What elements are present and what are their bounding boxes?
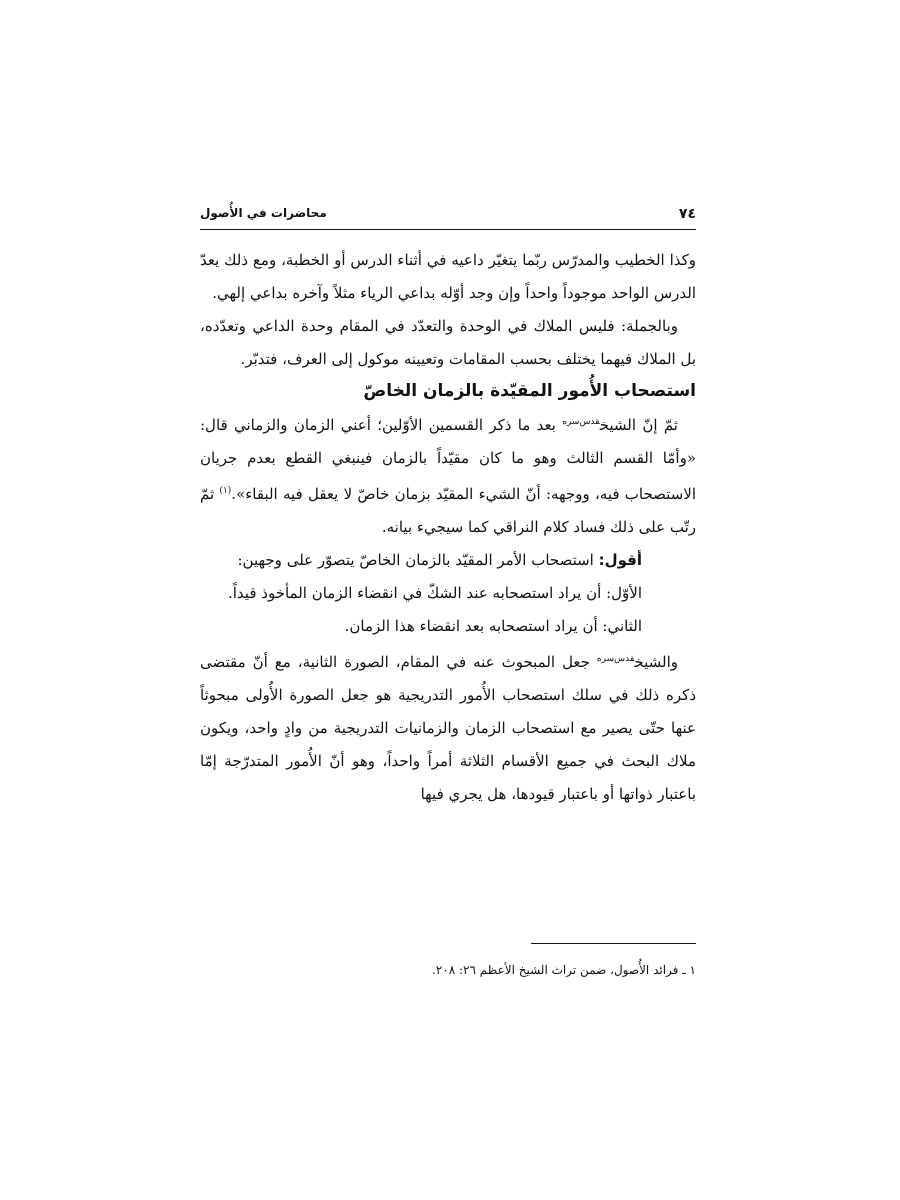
header-divider bbox=[200, 229, 696, 230]
section-heading: استصحاب الأُمور المقيّدة بالزمان الخاصّ bbox=[363, 381, 696, 401]
running-header bbox=[200, 200, 696, 226]
footnote-reference[interactable]: (١) bbox=[219, 486, 232, 496]
main-text bbox=[200, 244, 696, 811]
running-title: محاضرات في الأُصول bbox=[200, 206, 327, 220]
footnote-divider bbox=[531, 943, 696, 944]
honorific-mark: قدس‌سره bbox=[562, 417, 600, 427]
book-page bbox=[200, 0, 696, 1200]
page-number: ٧٤ bbox=[678, 206, 696, 222]
paragraph-6: الثاني: أن يراد استصحابه بعد انقضاء هذا الزمان. bbox=[344, 617, 642, 635]
paragraph-7-text: جعل المبحوث عنه في المقام، الصورة الثانية، مع أنّ مقتضى ذكره ذلك في سلك استصحاب الأُمور التدريجية هو جعل الصورة الأُولى مبحوثاً عنها حتّى يصير مع استصحاب الزمان والزمانيات التدريجية من وادٍ واحد، ويكون ملاك البحث في جميع الأقسام الثلاثة أمراً واحداً، وهو أنّ الأُمور المتدرّجة إمّا باعتبار ذواتها أو باعتبار قيودها، هل يجري فيها bbox=[200, 653, 696, 803]
footnote: ١ ـ فرائد الأُصول، ضمن تراث الشيخ الأعظم ٢٦: ٢٠٨. bbox=[432, 963, 696, 977]
aqulu-label: أقول: bbox=[598, 551, 642, 569]
paragraph-4-text: استصحاب الأمر المقيّد بالزمان الخاصّ يتصوّر على وجهين: bbox=[237, 551, 599, 569]
paragraph-5: الأوّل: أن يراد استصحابه عند الشكّ في انقضاء الزمان المأخوذ قيداً. bbox=[228, 584, 642, 602]
paragraph-7-start: والشيخ bbox=[634, 653, 678, 671]
paragraph-2: وبالجملة: فليس الملاك في الوحدة والتعدّد في المقام وحدة الداعي وتعدّده، بل الملاك فيهما يختلف بحسب المقامات وتعيينه موكول إلى العرف، فتدبّر. bbox=[200, 317, 696, 368]
paragraph-1: وكذا الخطيب والمدرّس ربّما يتغيّر داعيه في أثناء الدرس أو الخطبة، ومع ذلك يعدّ الدرس الواحد موجوداً واحداً وإن وجد أوّله بداعي الرياء مثلاً وآخره بداعي إلهي. bbox=[200, 251, 696, 302]
honorific-mark-2: قدس‌سره bbox=[596, 654, 635, 664]
paragraph-3-end: ثمّ رتّب على ذلك فساد كلام النراقي كما سيجيء بيانه. bbox=[200, 485, 696, 536]
paragraph-3-start: ثمّ إنّ الشيخ bbox=[599, 416, 678, 434]
paragraph-4 bbox=[200, 544, 696, 577]
paragraph-3 bbox=[200, 406, 696, 544]
paragraph-3-quote: بعد ما ذكر القسمين الأوّلين؛ أعني الزمان والزماني قال: «وأمّا القسم الثالث وهو ما كان مقيّداً بالزمان فينبغي القطع بعدم جريان الاستصحاب فيه، ووجهه: أنّ الشيء المقيّد بزمان خاصّ لا يعقل فيه البقاء». bbox=[200, 416, 696, 503]
paragraph-7 bbox=[200, 643, 696, 811]
